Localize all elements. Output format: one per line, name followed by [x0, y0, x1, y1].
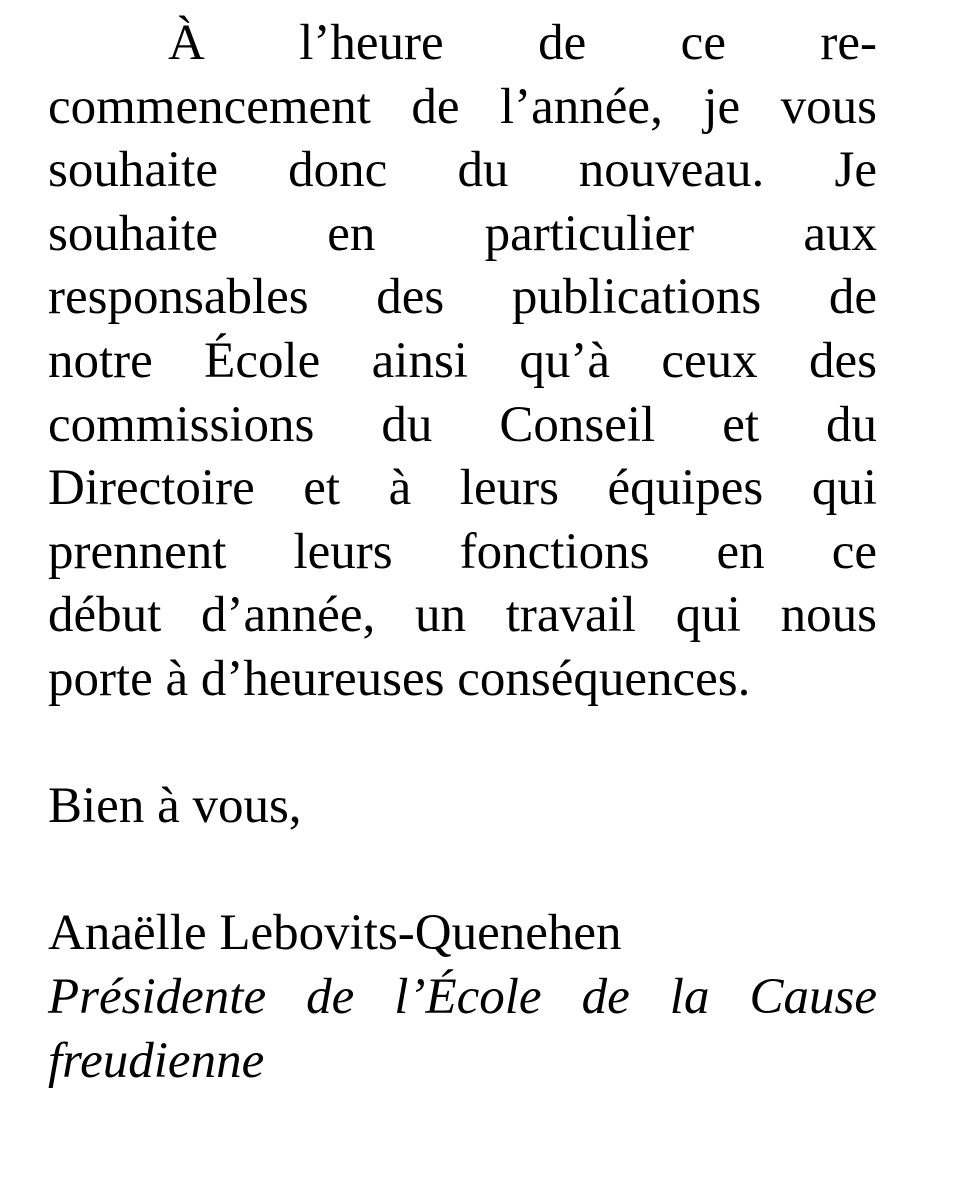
paragraph-line: début d’année, un travail qui nous: [48, 587, 877, 644]
paragraph-line: prennent leurs fonctions en ce: [48, 523, 877, 580]
signature-title-line: Présidente de l’École de la Cause: [48, 968, 877, 1025]
signature-name: Anaëlle Lebovits-Quenehen: [48, 905, 622, 962]
signature-block: [48, 902, 877, 1093]
spacer: [48, 839, 877, 903]
paragraph-line: souhaite donc du nouveau. Je: [48, 142, 877, 199]
paragraph-line: Directoire et à leurs équipes qui: [48, 460, 877, 517]
signature-title-line: freudienne: [48, 1032, 265, 1089]
paragraph-line: responsables des publications de: [48, 269, 877, 326]
paragraph-line: À l’heure de ce re-: [168, 15, 877, 71]
paragraph-line: porte à d’heureuses conséquences.: [48, 650, 751, 707]
spacer: [48, 712, 877, 776]
paragraph-line: souhaite en particulier aux: [48, 205, 877, 262]
paragraph-line: notre École ainsi qu’à ceux des: [48, 332, 877, 389]
paragraph-line: commencement de l’année, je vous: [48, 78, 877, 135]
letter-paragraph: [48, 12, 877, 712]
letter-page: [48, 12, 877, 1093]
paragraph-line: commissions du Conseil et du: [48, 396, 877, 453]
closing-salutation: Bien à vous,: [48, 778, 302, 835]
